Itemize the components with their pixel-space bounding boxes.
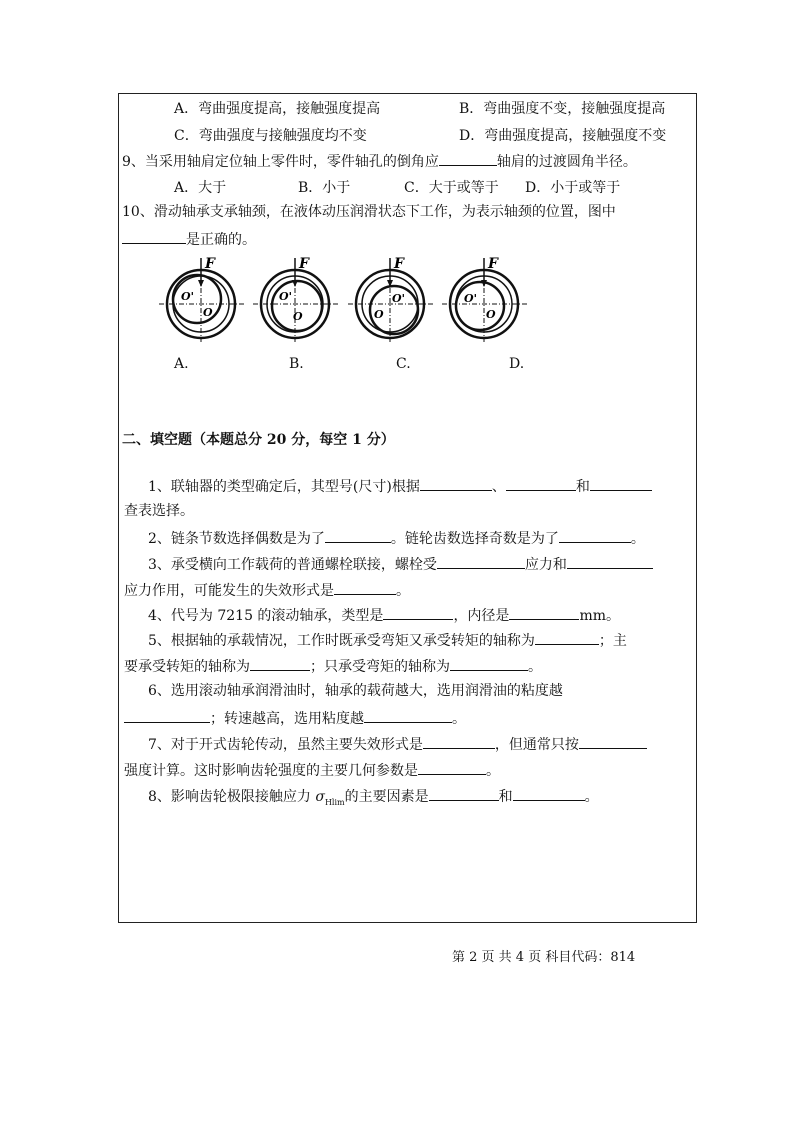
q8-option-a: A．弯曲强度提高，接触强度提高: [174, 101, 381, 117]
q8-option-d: D．弯曲强度提高，接触强度不变: [459, 128, 667, 144]
fill-q3-line1: 3、承受横向工作载荷的普通螺栓联接，螺栓受 应力和: [148, 554, 653, 574]
fill-q1-blank-3[interactable]: [590, 476, 652, 491]
force-label: F: [205, 256, 215, 272]
q10-blank[interactable]: [122, 229, 186, 244]
fill-q1-line2: 查表选择。: [124, 503, 194, 519]
fill-q3-blank-3[interactable]: [334, 580, 396, 595]
fill-q4-blank-2[interactable]: [509, 605, 579, 620]
q9-stem: 9、当采用轴肩定位轴上零件时，零件轴孔的倒角应 轴肩的过渡圆角半径。: [122, 151, 637, 171]
q8-option-c: C．弯曲强度与接触强度均不变: [174, 128, 367, 144]
figure-label-d: D.: [509, 356, 525, 372]
q10-stem-line1: 10、滑动轴承支承轴颈，在液体动压润滑状态下工作，为表示轴颈的位置，图中: [122, 204, 616, 220]
fill-q3-blank-1[interactable]: [437, 554, 525, 569]
force-label: F: [488, 256, 498, 272]
page-footer: 第 2 页 共 4 页 科目代码：814: [452, 950, 636, 965]
fill-q1-blank-1[interactable]: [420, 476, 492, 491]
section-title: 二、填空题（本题总分 20 分，每空 1 分）: [122, 432, 395, 448]
fill-q2-blank-1[interactable]: [325, 528, 391, 543]
o-label: O: [203, 306, 213, 319]
fill-q5-blank-3[interactable]: [450, 656, 528, 671]
q9-blank[interactable]: [439, 151, 497, 166]
fill-q2: 2、链条节数选择偶数是为了 。链轮齿数选择奇数是为了 。: [148, 528, 645, 548]
fill-q4: 4、代号为 7215 的滚动轴承，类型是 ，内径是 mm。: [148, 605, 620, 625]
o-prime-label: O': [464, 292, 477, 305]
q9-option-d: D．小于或等于: [525, 180, 621, 196]
fill-q5-line2: 要承受转矩的轴称为 ；只承受弯矩的轴称为 。: [124, 656, 542, 676]
fill-q7-line2: 强度计算。这时影响齿轮强度的主要几何参数是 。: [124, 760, 500, 780]
fill-q5-blank-2[interactable]: [250, 656, 310, 671]
q9-option-b: B．小于: [298, 180, 351, 196]
bearing-figure-a: [159, 256, 249, 346]
fill-q3-line2: 应力作用，可能发生的失效形式是 。: [124, 580, 410, 600]
fill-q6-blank-1[interactable]: [124, 708, 210, 723]
fill-q5-blank-1[interactable]: [535, 630, 599, 645]
fill-q7-blank-3[interactable]: [418, 760, 486, 775]
fill-q3-blank-2[interactable]: [567, 554, 653, 569]
o-prime-label: O': [181, 290, 194, 303]
bearing-figure-c: [348, 256, 438, 346]
figure-label-c: C.: [396, 356, 411, 372]
figure-label-b: B.: [289, 356, 304, 372]
fill-q8: 8、影响齿轮极限接触应力 $\sigma_{Hlim}$的主要因素是 和 。: [148, 786, 599, 812]
fill-q8-blank-2[interactable]: [513, 786, 585, 801]
fill-q5-line1: 5、根据轴的承载情况，工作时既承受弯矩又承受转矩的轴称为 ；主: [148, 630, 627, 650]
force-label: F: [299, 256, 309, 272]
fill-q6-line1: 6、选用滚动轴承润滑油时，轴承的载荷越大，选用润滑油的粘度越: [148, 683, 563, 699]
o-prime-label: O': [279, 290, 292, 303]
o-label: O: [374, 308, 384, 321]
fill-q2-blank-2[interactable]: [559, 528, 631, 543]
fill-q7-blank-1[interactable]: [423, 734, 495, 749]
bearing-figure-d: [442, 256, 532, 346]
bearing-figure-b: [253, 256, 343, 346]
fill-q7-line1: 7、对于开式齿轮传动，虽然主要失效形式是 ，但通常只按: [148, 734, 647, 754]
o-label: O: [293, 310, 303, 323]
fill-q8-blank-1[interactable]: [429, 786, 499, 801]
q8-option-b: B．弯曲强度不变，接触强度提高: [459, 101, 666, 117]
q9-option-c: C．大于或等于: [404, 180, 499, 196]
o-label: O: [486, 308, 496, 321]
fill-q1-line1: 1、联轴器的类型确定后，其型号(尺寸)根据 、 和: [148, 476, 652, 496]
fill-q6-blank-2[interactable]: [364, 708, 452, 723]
figure-label-a: A.: [174, 356, 189, 372]
o-prime-label: O': [392, 292, 405, 305]
fill-q7-blank-2[interactable]: [579, 734, 647, 749]
fill-q6-line2: ；转速越高，选用粘度越 。: [124, 708, 466, 728]
fill-q1-blank-2[interactable]: [506, 476, 576, 491]
q10-stem-line2: 是正确的。: [122, 229, 256, 249]
q9-option-a: A．大于: [174, 180, 227, 196]
fill-q4-blank-1[interactable]: [383, 605, 453, 620]
force-label: F: [394, 256, 404, 272]
